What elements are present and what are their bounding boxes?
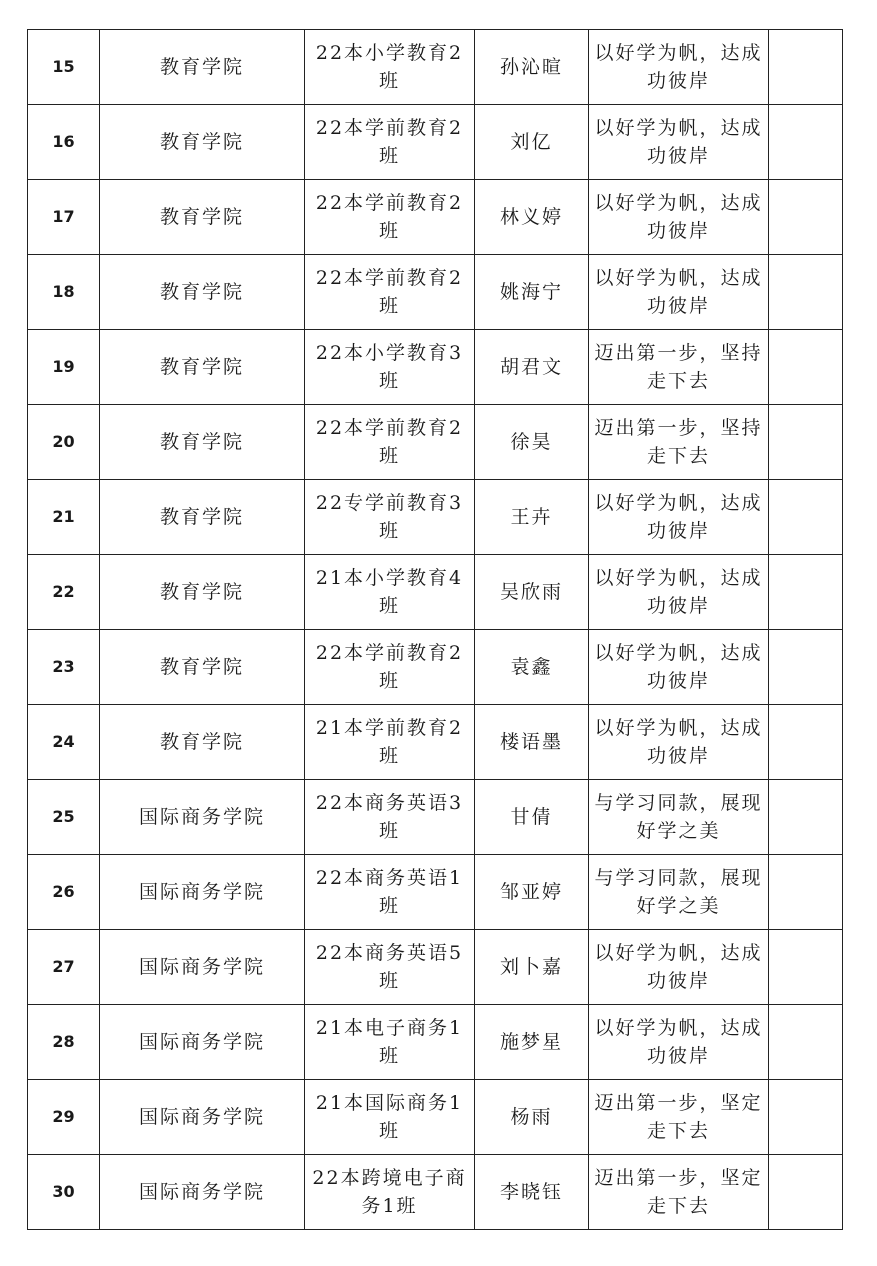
class-cell: 22本学前教育2班 <box>305 405 475 480</box>
remark-cell <box>769 855 843 930</box>
student-name-cell: 刘亿 <box>475 105 589 180</box>
student-name-cell: 胡君文 <box>475 330 589 405</box>
table-row <box>28 1005 843 1080</box>
remark-cell <box>769 180 843 255</box>
slogan-cell: 以好学为帆，达成功彼岸 <box>589 30 769 105</box>
class-cell: 22本学前教育2班 <box>305 105 475 180</box>
row-number-cell: 29 <box>28 1080 100 1155</box>
college-cell: 教育学院 <box>100 555 305 630</box>
row-number-cell: 15 <box>28 30 100 105</box>
student-name-cell: 杨雨 <box>475 1080 589 1155</box>
class-cell: 21本国际商务1班 <box>305 1080 475 1155</box>
slogan-cell: 以好学为帆，达成功彼岸 <box>589 555 769 630</box>
table-row <box>28 780 843 855</box>
college-cell: 国际商务学院 <box>100 855 305 930</box>
college-cell: 教育学院 <box>100 330 305 405</box>
student-name-cell: 吴欣雨 <box>475 555 589 630</box>
row-number-cell: 25 <box>28 780 100 855</box>
row-number-cell: 16 <box>28 105 100 180</box>
college-cell: 教育学院 <box>100 105 305 180</box>
college-cell: 教育学院 <box>100 405 305 480</box>
slogan-cell: 以好学为帆，达成功彼岸 <box>589 1005 769 1080</box>
remark-cell <box>769 705 843 780</box>
remark-cell <box>769 30 843 105</box>
college-cell: 教育学院 <box>100 30 305 105</box>
slogan-cell: 与学习同款，展现好学之美 <box>589 855 769 930</box>
remark-cell <box>769 105 843 180</box>
student-name-cell: 孙沁暄 <box>475 30 589 105</box>
college-cell: 教育学院 <box>100 480 305 555</box>
remark-cell <box>769 1005 843 1080</box>
table-row <box>28 930 843 1005</box>
roster-table-body <box>28 30 843 1230</box>
class-cell: 22本小学教育2班 <box>305 30 475 105</box>
table-row <box>28 405 843 480</box>
remark-cell <box>769 555 843 630</box>
table-row <box>28 480 843 555</box>
slogan-cell: 以好学为帆，达成功彼岸 <box>589 705 769 780</box>
student-name-cell: 甘倩 <box>475 780 589 855</box>
row-number-cell: 30 <box>28 1155 100 1230</box>
remark-cell <box>769 255 843 330</box>
remark-cell <box>769 330 843 405</box>
table-row <box>28 30 843 105</box>
remark-cell <box>769 405 843 480</box>
remark-cell <box>769 930 843 1005</box>
student-name-cell: 楼语墨 <box>475 705 589 780</box>
roster-table-container <box>27 29 842 1230</box>
class-cell: 21本电子商务1班 <box>305 1005 475 1080</box>
student-name-cell: 施梦星 <box>475 1005 589 1080</box>
slogan-cell: 以好学为帆，达成功彼岸 <box>589 480 769 555</box>
slogan-cell: 与学习同款，展现好学之美 <box>589 780 769 855</box>
row-number-cell: 20 <box>28 405 100 480</box>
college-cell: 国际商务学院 <box>100 1080 305 1155</box>
table-row <box>28 1080 843 1155</box>
student-name-cell: 林义婷 <box>475 180 589 255</box>
row-number-cell: 22 <box>28 555 100 630</box>
table-row <box>28 180 843 255</box>
remark-cell <box>769 1155 843 1230</box>
student-name-cell: 姚海宁 <box>475 255 589 330</box>
college-cell: 国际商务学院 <box>100 930 305 1005</box>
table-row <box>28 555 843 630</box>
row-number-cell: 21 <box>28 480 100 555</box>
class-cell: 22本商务英语1班 <box>305 855 475 930</box>
class-cell: 21本小学教育4班 <box>305 555 475 630</box>
class-cell: 22专学前教育3班 <box>305 480 475 555</box>
row-number-cell: 19 <box>28 330 100 405</box>
college-cell: 国际商务学院 <box>100 1155 305 1230</box>
table-row <box>28 705 843 780</box>
row-number-cell: 18 <box>28 255 100 330</box>
remark-cell <box>769 1080 843 1155</box>
table-row <box>28 330 843 405</box>
slogan-cell: 迈出第一步，坚持走下去 <box>589 405 769 480</box>
class-cell: 22本学前教育2班 <box>305 180 475 255</box>
college-cell: 教育学院 <box>100 180 305 255</box>
row-number-cell: 27 <box>28 930 100 1005</box>
row-number-cell: 17 <box>28 180 100 255</box>
row-number-cell: 26 <box>28 855 100 930</box>
slogan-cell: 以好学为帆，达成功彼岸 <box>589 930 769 1005</box>
table-row <box>28 255 843 330</box>
class-cell: 22本商务英语5班 <box>305 930 475 1005</box>
slogan-cell: 以好学为帆，达成功彼岸 <box>589 180 769 255</box>
remark-cell <box>769 480 843 555</box>
class-cell: 21本学前教育2班 <box>305 705 475 780</box>
student-name-cell: 王卉 <box>475 480 589 555</box>
student-name-cell: 李晓钰 <box>475 1155 589 1230</box>
slogan-cell: 迈出第一步，坚持走下去 <box>589 330 769 405</box>
table-row <box>28 855 843 930</box>
college-cell: 教育学院 <box>100 705 305 780</box>
table-row <box>28 1155 843 1230</box>
slogan-cell: 以好学为帆，达成功彼岸 <box>589 105 769 180</box>
class-cell: 22本商务英语3班 <box>305 780 475 855</box>
table-row <box>28 630 843 705</box>
class-cell: 22本学前教育2班 <box>305 630 475 705</box>
class-cell: 22本小学教育3班 <box>305 330 475 405</box>
slogan-cell: 迈出第一步，坚定走下去 <box>589 1155 769 1230</box>
college-cell: 教育学院 <box>100 255 305 330</box>
remark-cell <box>769 780 843 855</box>
college-cell: 教育学院 <box>100 630 305 705</box>
row-number-cell: 24 <box>28 705 100 780</box>
slogan-cell: 以好学为帆，达成功彼岸 <box>589 255 769 330</box>
student-name-cell: 袁鑫 <box>475 630 589 705</box>
college-cell: 国际商务学院 <box>100 780 305 855</box>
slogan-cell: 迈出第一步，坚定走下去 <box>589 1080 769 1155</box>
slogan-cell: 以好学为帆，达成功彼岸 <box>589 630 769 705</box>
student-name-cell: 刘卜嘉 <box>475 930 589 1005</box>
remark-cell <box>769 630 843 705</box>
college-cell: 国际商务学院 <box>100 1005 305 1080</box>
class-cell: 22本跨境电子商务1班 <box>305 1155 475 1230</box>
student-name-cell: 邹亚婷 <box>475 855 589 930</box>
student-name-cell: 徐昊 <box>475 405 589 480</box>
row-number-cell: 28 <box>28 1005 100 1080</box>
row-number-cell: 23 <box>28 630 100 705</box>
roster-table <box>27 29 843 1230</box>
class-cell: 22本学前教育2班 <box>305 255 475 330</box>
table-row <box>28 105 843 180</box>
